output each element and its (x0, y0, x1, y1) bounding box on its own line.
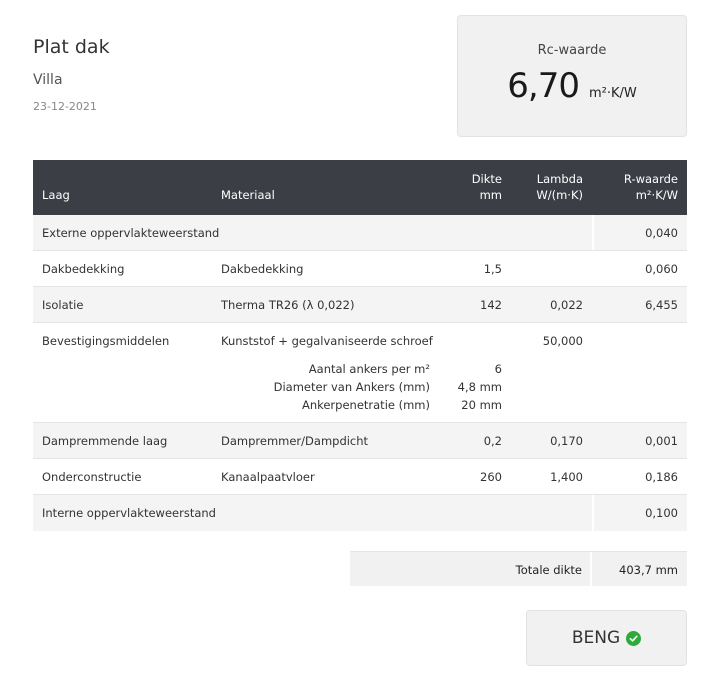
beng-button[interactable] (526, 610, 687, 666)
cell-r-waarde: 0,001 (645, 434, 678, 448)
project-name: Villa (33, 72, 63, 88)
table-row (33, 287, 687, 323)
table-row (33, 323, 687, 423)
cell-lambda: 0,022 (550, 298, 583, 312)
cell-laag: Externe oppervlakteweerstand (42, 226, 220, 240)
header (33, 36, 110, 113)
cell-lambda: 0,170 (550, 434, 583, 448)
table-row (33, 215, 687, 251)
check-circle-icon (626, 631, 641, 646)
rc-label: Rc-waarde (537, 43, 607, 58)
cell-materiaal: Dakbedekking (221, 262, 304, 276)
cell-laag: Dakbedekking (42, 262, 125, 276)
detail-value: 20 mm (461, 398, 502, 412)
cell-laag: Dampremmende laag (42, 434, 168, 448)
cell-r-waarde: 0,040 (645, 226, 678, 240)
cell-r-waarde: 6,455 (645, 298, 678, 312)
total-thickness (350, 551, 687, 586)
table-row (33, 495, 687, 531)
detail-value: 4,8 mm (457, 380, 502, 394)
detail-value: 6 (494, 362, 502, 376)
cell-lambda: 1,400 (550, 470, 583, 484)
cell-laag: Interne oppervlakteweerstand (42, 506, 216, 520)
cell-dikte: 142 (480, 298, 502, 312)
cell-r-waarde: 0,100 (645, 506, 678, 520)
cell-r-waarde: 0,186 (645, 470, 678, 484)
cell-laag: Onderconstructie (42, 470, 142, 484)
layers-table (33, 160, 687, 531)
rc-value-card (457, 15, 687, 137)
date-label: 23-12-2021 (33, 100, 97, 113)
cell-lambda: 50,000 (542, 334, 583, 348)
header-r-waarde: R-waarde m²·K/W (623, 172, 678, 202)
table-header (33, 160, 687, 215)
cell-laag: Bevestigingsmiddelen (42, 334, 170, 348)
total-value: 403,7 mm (619, 563, 678, 577)
cell-laag: Isolatie (42, 298, 84, 312)
rc-unit: m²·K/W (588, 86, 637, 101)
total-label: Totale dikte (515, 563, 582, 577)
cell-dikte: 0,2 (483, 434, 502, 448)
cell-materiaal: Dampremmer/Dampdicht (221, 434, 369, 448)
header-lambda: Lambda W/(m·K) (536, 172, 583, 202)
cell-materiaal: Kunststof + gegalvaniseerde schroef (221, 334, 433, 348)
header-dikte: Dikte mm (471, 172, 502, 202)
cell-materiaal: Therma TR26 (λ 0,022) (221, 298, 355, 312)
detail-label: Aantal ankers per m² (308, 362, 430, 376)
cell-r-waarde: 0,060 (645, 262, 678, 276)
anchor-details (33, 362, 502, 416)
rc-value: 6,70 (507, 66, 579, 106)
cell-dikte: 260 (480, 470, 502, 484)
header-materiaal: Materiaal (221, 188, 275, 202)
cell-materiaal: Kanaalpaatvloer (221, 470, 315, 484)
detail-label: Ankerpenetratie (mm) (301, 398, 430, 412)
table-row (33, 423, 687, 459)
beng-label: BENG (571, 628, 621, 648)
header-laag: Laag (42, 188, 70, 202)
cell-dikte: 1,5 (483, 262, 502, 276)
detail-label: Diameter van Ankers (mm) (273, 380, 430, 394)
page-title: Plat dak (33, 36, 110, 58)
table-row (33, 251, 687, 287)
table-row (33, 459, 687, 495)
